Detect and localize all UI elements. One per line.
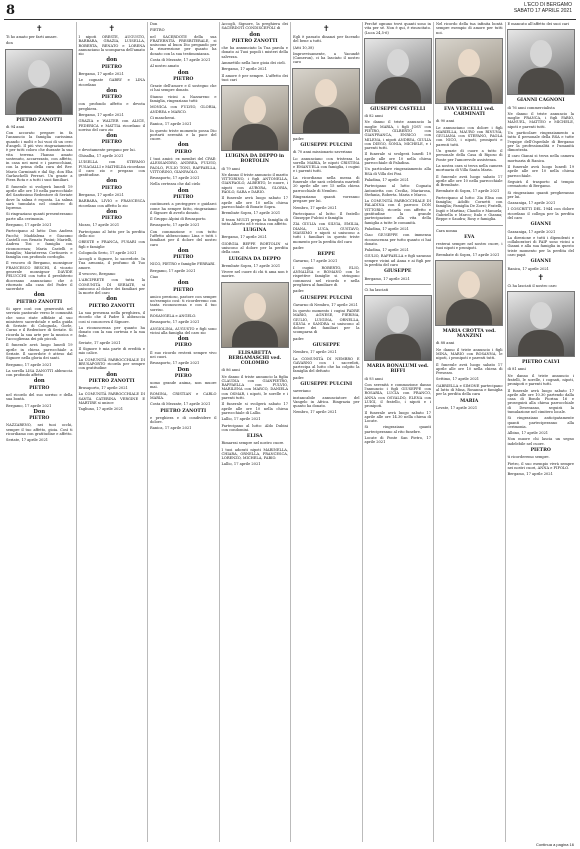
title-label: don — [33, 378, 45, 385]
title-label: don — [106, 296, 118, 303]
cross-icon: ✝ — [35, 24, 43, 33]
notice-text: di 93 anni — [364, 376, 383, 381]
title-label: don — [177, 187, 189, 194]
deceased-name: GIUSEPPE — [384, 269, 412, 275]
notice-text: Si apre così con generosità nel servizio pastorale verso le comunità che sono state affidate al suo ministero sacerdotale e nella guida di Seriate: di Colognola, Gorle, Curno e il Redentore di Seriate. Si ricorda la sua arte per la musica e l'accoglienza dei più piccoli. — [6, 306, 73, 342]
notice-text: La COMUNITÀ PARROCCHIALE DI BRUSAPORTO ricorda per sempre con gratitudine — [78, 357, 145, 371]
portrait-face — [530, 40, 552, 67]
column-6 — [362, 22, 434, 842]
notice-text: di 94 anni — [6, 124, 25, 129]
notice-text: Lallio, 17 aprile 2021 — [221, 462, 261, 467]
notice-text: Improvvisamente, a Yaoundé (Camerun), ci ha lasciato il nostro caro — [293, 51, 360, 65]
notice-text: Perché ognuno trovi quanti sono in vita per sé. Non è qui, è risuscitato. (Luca 24,5-6) — [364, 22, 431, 35]
notice-text: GIORGIA BEPPE BORTOLIN si uniscono al dolore per la perdita della cara — [221, 241, 288, 255]
notice-text: di 86 anni — [221, 368, 240, 373]
deceased-name: PIETRO — [101, 216, 122, 222]
notice-text: Il funerale si svolgerà lunedì 19 aprile alle ore 10 nella parrocchiale del Santissimo Redentore di Seriate dove la salma è esposta. La salma sarà tumulata nel cimitero di Ispremo. — [6, 184, 73, 211]
deceased-name: PIETRO — [530, 448, 551, 454]
notice-text: ti ricorderemo sempre. — [507, 455, 550, 460]
deceased-name: LUIGINA DA DEPPO — [228, 256, 281, 262]
cross-icon: ✝ — [108, 24, 116, 33]
title-label: don — [106, 371, 118, 378]
deceased-name: GIUSEPPE — [312, 343, 340, 349]
deceased-name: PIETRO — [173, 195, 194, 201]
deceased-name: PIETRO — [29, 416, 50, 422]
continuation-note: Continua a pagina 16 — [535, 842, 574, 847]
notice-text: che ha annunciato la Tua parola e donato ai Tuoi popoli i misteri della salvezza. — [221, 46, 288, 59]
notice-text: Ringraziamo quanti vorranno pregare per lui. — [293, 194, 360, 204]
notice-text: Locate di Ponte San Pietro, 17 aprile 2021 — [364, 436, 431, 445]
portrait-body — [232, 124, 278, 150]
notice-text: ROMINA, CRISTIAN e CARLO MARIA. — [150, 391, 217, 400]
column-8 — [505, 22, 577, 842]
notice-text: Un particolare ringraziamento a tutto il personale della RSA e tutte l'equipe dell'Ospedale di Bergamo per la professionalità e l'umanità dimostrata. — [507, 130, 574, 153]
notice-text: Partecipano al lutto: Zia Elisa con famiglia; Adolfo Cornetti con famiglia; Famiglia De Zorzi; Fratelli, Ingiò e Martina; Claudio e Manuela; Gabriella e Marco; Italo e Gianna; Beppe e Saudra; Rosy e famiglia. — [436, 195, 503, 222]
notice-text: I tuoi adorati nipoti MARINELLA, CHIARA, ORNELLA, FRANCESCA, LORENZO, MICHELA, FABIO. — [221, 447, 288, 461]
notice-text: LUISELLA con STEFANO FUSAGALLI e MATHILDA ricordano il caro zio e pregano con gratitudine. — [78, 160, 145, 178]
title-label: don — [177, 280, 189, 287]
notice-text: padre — [293, 289, 304, 294]
portrait-face — [530, 302, 552, 329]
deceased-name: GIANNI CAGNONI — [517, 98, 565, 104]
notice-text: padre — [293, 336, 304, 341]
notice-text: Il team MULTI prega la famiglia di tutta Alberto ed è vicina con affetto. — [221, 217, 288, 226]
notice-text: di 76 anni commercialista — [507, 105, 555, 110]
notice-text: Non muore chi lascia un segno indelebile nel cuore. — [507, 437, 574, 446]
column-7 — [433, 22, 505, 842]
issue-date: SABATO 17 APRILE 2021 — [513, 8, 572, 14]
notice-text: Brusaporto, 17 aprile 2021 — [150, 320, 200, 325]
notice-text: PIETRO — [150, 28, 165, 33]
column-2 — [76, 22, 148, 842]
notice-text: Paladina, 17 aprile 2021 — [364, 226, 409, 231]
notice-text: Settimo, 17 aprile 2021 — [436, 377, 480, 382]
notice-text: Levate, 17 aprile 2021 — [436, 405, 478, 410]
notice-text: Brusaporto, 17 aprile 2021 — [150, 223, 200, 228]
title-label: Don — [33, 408, 46, 415]
portrait-face — [387, 306, 409, 333]
notice-text: Gazzaniga, 17 aprile 2021 — [507, 201, 556, 206]
notice-text: Gavarno, 17 aprile 2021 — [293, 259, 338, 264]
notice-text: Rimarrai sempre nel nostro cuore. — [221, 441, 285, 446]
notice-text: Con accorato pregare in fa l'annuncio la famiglia carissima quando i molti e lui vuoi di un cero d'angeli. Il più vivo ringraziamento è per tutti coloro che durante la sua vita terrena l'hanno amato sostenuto, accarezzato, con affetto, in casa nei mesi e i parrocchiani, con la prima della cura del Rev. Mario Carminati e dal Sig. don Elia Garlaschelli Ferrari. Un grazie a Piera Rota e a tutti i suoi familiari. — [6, 131, 73, 183]
notice-text: Il funerale si svolgerà sabato 17 aprile alle ore 10 nella chiesa parrocchiale di Lallio. — [221, 402, 288, 415]
notice-text: e devotamente pregano per lui. — [78, 147, 136, 152]
deceased-name: GIANNI — [530, 259, 551, 265]
notice-text: Brusaporto, 17 aprile 2021 — [78, 386, 128, 391]
masthead — [514, 2, 572, 14]
notice-text: Albino, 17 aprile 2021 — [507, 431, 549, 436]
portrait-photo — [5, 49, 73, 115]
notice-text: padre — [293, 245, 304, 250]
notice-text: Il suo ricordo resterà sempre vivo nei cuori. — [150, 350, 217, 359]
notice-text: Si ringraziano quanti parteciperanno al rito funebre. — [364, 425, 431, 434]
notice-text: Bergamo, 17 aprile 2021 — [6, 362, 52, 367]
portrait-body — [232, 321, 278, 347]
deceased-name: PIETRO ZANOTTI — [160, 408, 207, 414]
notice-text: Le annunciano con dolore i figli MARIELLA, MAURO con RINUNA, GIULIANA con STEFANO, PAOLA con NICO, i nipoti, pronipoti e parenti tutti. — [436, 125, 503, 147]
notice-text: Ranica, 17 aprile 2021 — [150, 122, 192, 127]
portrait-photo — [364, 38, 432, 104]
notice-text: La direzione e tutti i dipendenti e collaboratori di FAIP sono vicini a Gianni e alla sua famiglia in questo triste momento per la perdita del caro papà — [507, 235, 574, 258]
notice-text: Nel ricordo della tua infinita bontà sempre esempio di amore per tutti noi. — [436, 22, 503, 35]
notice-text: Nella certezza che dal cielo — [150, 182, 201, 187]
notice-text: Brusaporto, 17 aprile 2021 — [150, 361, 200, 366]
title-label: don — [106, 57, 118, 64]
notice-text: Stanno vicini a Nazzareno e famiglia, ringraziano tutti: — [150, 94, 217, 104]
portrait-photo — [435, 38, 503, 104]
column-1 — [4, 22, 75, 842]
notice-divider — [365, 284, 432, 285]
notice-text: La sua presenza nella preghiera, il ricordo che il Padre li abbraccia cosi si conosceva il Signore. — [78, 310, 145, 324]
notice-text: Ne danno il triste annuncio la moglie FRANCA, i figli FABIO, MANUEL, MATTEO e MICHELE, nipoti e parenti tutti. — [507, 111, 574, 129]
notice-text: Il funerale avrà luogo lunedì 19 aprile in chiesa parrocchiale a Seriate. Il sacerdote è atteso dal Signore nella gloria dei santi. — [6, 343, 73, 361]
notice-text: Con serenità e commozione danno l'annuncio i figli GIUSEPPE con ROSARIA, LUCIA con FRANCO, ANNA con OSVALDO, ELENA con LUIGI, il fratello, i nipoti e i pronipoti. — [364, 382, 431, 409]
notice-text: Bergamo, 17 aprile 2021 — [221, 67, 267, 72]
notice-text: I COSCRITTI DEL 1944 con dolore ricordano il collega per la perdita del caro — [507, 207, 574, 221]
notice-text: Il caro Gianni si trova nella camera mortuaria di Ranica. — [507, 154, 574, 163]
notice-text: Vivere nel cuore di chi ti ama non è morire. — [221, 270, 288, 279]
notice-text: Accogli o Signore, lo sacerdote. In Tua armonia, il profumo di Tuo amore. — [78, 257, 145, 270]
portrait-photo — [221, 282, 289, 348]
portrait-body — [518, 330, 564, 356]
notice-text: I tuoi amici: ex membri del CPAE: ALESSANDRO, ANDREA, FULVIO, PAOLO, PULIO TONI, RAFFAELLA, VITTORINO, GIANPAOLO. — [150, 156, 217, 174]
deceased-name: ELISA — [246, 434, 263, 440]
deceased-name: GIUSEPPE PULCINI — [300, 143, 353, 149]
deceased-name: PIETRO ZANOTTI — [16, 299, 63, 305]
notice-text: Brembate Sopra, 17 aprile 2021 — [221, 211, 281, 216]
portrait-body — [446, 77, 492, 103]
notice-text: Partecipano al lutto: Il fratello Giuseppe Pulcini e famiglia — [293, 211, 360, 221]
notice-text: padre — [293, 375, 304, 380]
notice-text: di 70 anni missionario saveriano — [293, 150, 353, 155]
deceased-name: MARIA CROTTA ved. MANZINI — [442, 328, 496, 340]
portrait-photo — [364, 295, 432, 361]
portrait-photo — [507, 291, 575, 357]
notice-text: Si ringraziano quanti pregheranno per lui. — [507, 190, 574, 199]
portrait-photo — [292, 68, 360, 134]
notice-text: Al nostro amato — [150, 64, 179, 69]
portrait-body — [518, 68, 564, 94]
deceased-name: GIUSEPPE PULCINI — [300, 382, 353, 388]
notice-text: Il funerale avrà luogo sabato 17 aprile alle ore 10 nella parrocchiale di Brembate. — [436, 174, 503, 188]
notice-text: Seriate, 17 aprile 2021 — [6, 438, 49, 443]
notice-text: Costa di Mezzate, 17 aprile 2021 — [150, 58, 211, 63]
notice-text: Ci ha lasciati — [364, 287, 389, 292]
notice-text: La sorella LISA ZANOTTI abbraccia con profondo affetto — [6, 368, 73, 378]
title-label: don — [106, 208, 118, 215]
notice-text: Partecipano al lutto per la perdita dello zio: — [78, 229, 145, 238]
title-label: don — [177, 142, 189, 149]
notice-text: I cugini ROBERTO, ELIO, ANNALISA e ROMANO con le rispettive famiglie si stringono commossi nel ricordo e nella preghiera al familiare di — [293, 265, 360, 287]
title-label: don — [33, 292, 45, 299]
notice-text: Partecipano al lutto: Don Andrea Pacchi; Maddalena e Giacomo Castelli con Renato Pasini; Marielli, Andrea Tisi e famiglia con riconoscenza; Maria Castelli e famiglia; Mariateresa Cortinovis e famiglia con profondo cordoglio. — [6, 229, 73, 260]
notice-text: di 81 anni — [507, 367, 526, 372]
notice-text: nel SACERDOTE della sua FRATERNITÀ PRESBITERALE, si uniscono al buon Dio pregando per la risurrezione per quanto ha donato con la sua testimonianza. — [150, 34, 217, 56]
notice-text: Il vescovo di Bergamo, monsignor FRANCESCO BESCHI, il vicario generale monsignor DAVIDE PELUCCHI con tutto il presbiterio diocesano annunciano che è ritornato alla casa del Padre il sacerdote — [6, 261, 73, 292]
title-label: don — [249, 31, 261, 38]
deceased-name: GIUSEPPE CASTELLI — [370, 106, 426, 112]
deceased-name: PIETRO — [29, 385, 50, 391]
notice-text: ORESTE e FRANCA, FUSARI con figli e famiglie — [78, 240, 145, 249]
notice-text: resterai sempre nel nostro cuore, i tuoi nipoti e pronipoti. — [436, 242, 503, 251]
notice-text: padre — [293, 136, 304, 141]
notice-text: Ammettilo nella luce gioia dei cieli. — [221, 60, 286, 65]
notice-text: instancabile annunciatore del Vangelo in Africa. Ringrazia per quanto ha donato. — [293, 395, 360, 409]
notice-text: Egli è passato dinanzi per facendo del bene a tutti. — [293, 35, 360, 44]
notice-text: Il vescovo, Bergamo — [78, 272, 116, 276]
notice-text: Nembro, 17 aprile 2021 — [293, 205, 337, 210]
notice-text: Lallio, 17 aprile 2021 — [221, 417, 261, 422]
notice-text: Si ringraziano anticipatamente quanti parteciperanno alla cerimonia. — [507, 416, 574, 429]
title-label: don — [106, 87, 118, 94]
column-3 — [147, 22, 219, 842]
deceased-name: PIETRO — [101, 140, 122, 146]
notice-text: Il funerale avrà luogo lunedì 19 aprile alle ore 10 nella chiesa parrocchiale. — [507, 165, 574, 178]
notice-text: Le cognate GABRY e LINA ricordano — [78, 78, 145, 87]
notice-text: Accogli, Signore, la preghiera dei SACERDOTI CONDISCEPOLI di — [221, 22, 288, 31]
deceased-name: PIETRO — [173, 255, 194, 261]
notice-text: Seguirà il trasporto al tempio crematorio di Bergamo. — [507, 179, 574, 189]
portrait-photo — [435, 260, 503, 326]
portrait-body — [375, 334, 421, 360]
notice-text: Bergamo, 17 aprile 2021 — [78, 112, 124, 117]
notice-text: In questo momento i cugini PADRE MARIO, AGNESE, PIERINA, GIULIO, LUIGINA, ORNELLA, SILVIA e SANDRA si uniscono al dolore dei familiari per la scomparsa di — [293, 309, 360, 335]
notice-text: Gavarno di Nembro, 17 aprile 2021 — [293, 302, 358, 307]
notice-text: GIULIO, RAFFAELLA e figli saranno sempre vicini ad Anna e ai figli per la perdita del caro — [364, 254, 431, 267]
portrait-photo — [221, 85, 289, 151]
notice-text: Bergamo, 17 aprile 2021 — [221, 235, 267, 240]
notice-text: La nostra cara si trova nella camera mortuaria di Villa Santa Maria. — [436, 163, 503, 173]
notice-text: Lo annunciano con tristezza la sorella MARIA, le nipoti CRISTINA e EMANUELA con famiglia, i cugini e i parenti tutti. — [293, 156, 360, 174]
notice-text: La COMUNITÀ PARROCCHIALE DI SANTA CATERINA VERGINE E MARTIRE si unisce — [78, 392, 145, 405]
notice-text: Ciao — [150, 274, 159, 279]
deceased-name: ELISABETTA BERGAMASCHI ved. COLOMBO — [228, 350, 282, 367]
notice-text: NICO, PIETRO e famiglie FERRARI. — [150, 262, 216, 267]
portrait-body — [16, 88, 62, 114]
notice-text: Bergamo, 17 aprile 2021 — [364, 276, 410, 281]
title-label: don — [177, 247, 189, 254]
notice-text: e preghiera e di condividere il dolore. — [150, 415, 217, 425]
notice-text: ROSANGELA e ANGELO. — [150, 313, 197, 318]
notice-text: Ti ho amato per farti amare. — [6, 35, 58, 39]
deceased-name: PIETRO CALVI — [521, 360, 560, 366]
notice-text: don — [6, 41, 13, 46]
notice-text: Partecipano al lutto: Aldo Dubini con condomini. — [221, 423, 288, 432]
notice-text: Ne danno il triste annuncio la figlia CLAUDIA con GIANPIETRO, RAFFAELLA con FULVIO, MARILENA con MARCO, DANIELA con OSMAR, i nipoti, le sorelle e i parenti tutti. — [221, 374, 288, 401]
deceased-name: PIETRO ZANOTTI — [231, 38, 278, 44]
deceased-name: EVA — [464, 234, 475, 240]
notice-text: Bergamo, 17 aprile 2021 — [6, 403, 52, 408]
notice-text: Il funerale avrà luogo sabato 17 aprile alle ore 10 nella chiesa parrocchiale di Bonate Sopra. — [221, 196, 288, 209]
notice-text: Partecipano al lutto: Cognata Antonietta con Cecilia, Mariarosa, Stefania, Roberta. Maria e Marco. — [364, 184, 431, 197]
notice-text: Gazzaniga, 17 aprile 2021 — [507, 229, 556, 234]
notice-text: GABRIELLA e SIMONE partecipano al lutto di Mina, Rosanna e famiglia per la perdita della cara — [436, 383, 503, 397]
notice-text: Bergamo, 17 aprile 2021 — [78, 71, 124, 76]
deceased-name: PIETRO — [101, 95, 122, 101]
notice-text: Bergamo, 17 aprile 2021 — [507, 472, 553, 477]
cross-icon: ✝ — [537, 272, 545, 282]
notice-text: Brembate di Sopra, 17 aprile 2021 — [436, 189, 500, 194]
notice-text: Un grazie di cuore a tutto il personale della Casa di Riposo di Ponte per l'amorevole assistenza. — [436, 149, 503, 162]
portrait-body — [446, 299, 492, 325]
notice-text: I nipoti ORESTE, AUGUSTO, BARBARA, GRAZIA, LUISELLA, ROBERTA, RENATO e LORENA annunciano la scomparsa dell'amato zio — [78, 35, 145, 57]
notice-text: Ne danno il triste annuncio la moglie MARIA, i figli JOSY con PIETRO, GILBERTO con GIANFRANCA, ENRICO con MILENA, i nipoti ANDREA, GIULIA con DIEGO, SONIA, MICHELE, e i parenti tutti. — [364, 120, 431, 151]
notice-text: Paladina, 17 aprile 2021 — [364, 177, 409, 182]
deceased-name: LUIGINA DA DEPPO in BORTOLIN — [225, 154, 285, 165]
page-header — [0, 0, 580, 22]
notice-divider — [436, 225, 503, 226]
deceased-name: PIETRO — [173, 76, 194, 82]
newspaper-name: L'ECO DI BERGAMO — [524, 2, 572, 8]
notice-text: Ranica, 17 aprile 2021 — [150, 426, 192, 431]
notice-text: Mozzo, 17 aprile 2021 — [78, 223, 120, 228]
notice-text: Bergamo, 17 aprile 2021 — [78, 192, 124, 197]
deceased-name: MARIA BONALUMI ved. BIFFI — [366, 364, 429, 375]
notice-text: Ghisalba, 17 aprile 2021 — [78, 153, 124, 158]
deceased-name: BEPPE — [317, 252, 336, 258]
notice-text: Brusaporto, 17 aprile 2021 — [150, 176, 200, 181]
portrait-face — [28, 60, 50, 87]
notice-text: saveriano — [293, 389, 311, 394]
notice-text: continuerà a proteggere e guidarci come ha sempre fatto, ringraziamo il Signore di averlo donato. — [150, 202, 217, 215]
portrait-face — [244, 96, 266, 123]
title-label: don — [106, 133, 118, 140]
notice-text: Ne danno il triste annuncio i fratelli, le sorelle, i cognati, nipoti, pronipoti e parenti tutti. — [507, 373, 574, 387]
notice-text: La ricordiamo nella messa di funerale che sarà celebrata martedì 20 aprile alle ore 15 nella chiesa parrocchiale di Nembro. — [293, 175, 360, 193]
notice-text: Il funerale si svolgerà lunedì 19 aprile alle ore 10 nella chiesa parrocchiale di Paladina. — [364, 152, 431, 166]
deceased-name: PIETRO ZANOTTI — [88, 378, 135, 384]
title-label: Don — [177, 366, 190, 373]
notice-text: Nembro, 17 aprile 2021 — [293, 410, 337, 415]
deceased-name: MARIA — [460, 398, 479, 404]
notice-text: Il funerale avrà luogo sabato 17 aprile alle ore 10.30 partendo dalla casa di Bondo Fiorina 16 e proseguirà alla chiesa parrocchiale di Desenzano, seguirà la tumulazione nel cimitero locale. — [507, 388, 574, 414]
notice-text: Brembate Sopra, 17 aprile 2021 — [221, 263, 281, 268]
notice-text: di 90 anni — [436, 119, 455, 124]
notice-text: uomo grande anima, non muore mai. — [150, 381, 217, 390]
notice-text: Il Gruppo Alpini di Brusaporto. — [150, 217, 207, 222]
notice-text: Bergamo, 17 aprile 2021 — [150, 268, 196, 273]
notice-text: Bergamo, 17 aprile 2021 — [6, 223, 52, 228]
deceased-name: PIETRO ZANOTTI — [88, 303, 135, 309]
notice-text: È mancato all'affetto dei suoi cari — [507, 22, 569, 26]
portrait-face — [458, 49, 480, 76]
notice-text: nel ricordo del suo sorriso e della sua bontà. — [6, 392, 73, 402]
notice-text: Ranica, 17 aprile 2021 — [507, 266, 549, 271]
notice-text: Con commozione e con tutto l'affetto abbracciamo Lina e tutti i familiari per il dolore del nostro caro — [150, 229, 217, 247]
deceased-name: PIERO — [174, 149, 192, 155]
portrait-face — [387, 49, 409, 76]
notice-text: di 82 anni — [364, 114, 383, 119]
header-rule — [4, 19, 576, 20]
deceased-name: PIETRO ZANOTTI — [16, 117, 63, 123]
notice-text: Il amore è per sempre. L'affetto dei tuoi cari — [221, 73, 288, 82]
notice-text: Grazie dell'amore e il sostegno che ci hai sempre donato. — [150, 84, 217, 93]
notice-text: MONICA con FULVIO, GLORIA, ANDREA e MARCO. — [150, 105, 217, 114]
notice-text: amico prezioso, pastore con sempre un'esempio così: ti ricorderemo con tanta riconoscenza e con il tuo sorriso. — [150, 294, 217, 312]
notice-text: Costa di Mezzate, 17 aprile 2021 — [150, 402, 211, 407]
notice-text: BARBARA, LIVIO e FRANCESCA ricordano con affetto lo zio — [78, 199, 145, 208]
deceased-name: PIETRO — [101, 64, 122, 70]
notice-text: Tagliuno, 17 aprile 2021 — [78, 407, 124, 412]
notice-text: Ci ha lasciati il nostro caro — [507, 283, 557, 288]
cross-icon: ✝ — [322, 24, 330, 33]
notice-text: Un particolare ringraziamento alla RSA di Villa dei Pini. — [364, 167, 431, 176]
portrait-photo — [507, 29, 575, 95]
notice-text: GRAZIA e WALTER con ALICE, FEDERICA e MATTIA ricordano il sorriso del caro zio — [78, 119, 145, 132]
notice-text: Don — [150, 22, 158, 26]
notice-text: Ci mancherai. — [150, 115, 176, 120]
title-label: don — [106, 178, 118, 185]
portrait-body — [303, 107, 349, 133]
deceased-name: GIANNI — [530, 222, 551, 228]
notice-text: Ne danno il triste annuncio il marito VITTORINO, i figli ANTONELLA, GIANPAOLO, ALBERTO, le nuore, i nipoti con AURORA, GLORIA, PAOLO, SARA e DARIO. — [221, 172, 288, 195]
portrait-face — [458, 271, 480, 298]
column-4 — [219, 22, 291, 842]
deceased-name: PIETRO — [101, 185, 122, 191]
notice-text: In questo triste momento possa Dio portarti serenità e la pace del cuore. — [150, 128, 217, 142]
notice-text: Il funerale avrà luogo sabato 17 aprile alle ore 14.30 nella chiesa di Locate. — [364, 410, 431, 424]
deceased-name: PIERO — [174, 343, 192, 349]
deceased-name: GIUSEPPE PULCINI — [300, 295, 353, 301]
notice-text: Paladina, 17 aprile 2021 — [364, 248, 409, 253]
notice-text: La COMUNITÀ DI NEMBRO E GAVARNO con i sacerdoti, partecipa al lutto che ha colpito la famiglia del defunto — [293, 356, 360, 374]
notice-text: Cara nonna — [436, 228, 458, 233]
notice-text: di 88 anni — [436, 341, 455, 346]
notice-text: Il Signore è mia parte di eredità e mio calice. — [78, 347, 145, 356]
notice-text: Ne danno il triste annuncio i figli MINA, MARIO con ROSANNA, le nipoti, i pronipoti e parenti tutti. — [436, 347, 503, 361]
deceased-name: EVA VERCELLI ved. CARMINATI — [443, 106, 495, 118]
title-label: don — [177, 69, 189, 76]
notice-text: NAZZARENO, nei tuoi occhi, sempre il tuo affetto, gioia. Così ti ricordiamo con gratitudine e affetto. — [6, 423, 73, 436]
notice-text: L'ARCIPRETE con tutta la COMUNITÀ DI SERIATE, si uniscono al dolore dei familiari per la morte del caro — [78, 278, 145, 296]
deceased-name: PIERO — [174, 373, 192, 379]
notice-text: ZIA GIULIA con SILVIA, EMILIA, DIANA, LUCA, GUSTAVO, MASSIMO e nipoti si uniscono a tutti i familiari in questo triste momento per la perdita del caro — [293, 222, 360, 244]
column-5 — [290, 22, 362, 842]
notice-text: La riconoscenza per quanto ha donato con la sua cortesia e la sua fede. — [78, 325, 145, 339]
notice-text: di 79 anni — [221, 166, 240, 171]
notice-text: Pietro, il suo esempio vivrà sempre nei nostri cuori, ANNA e FIFOLO. — [507, 461, 574, 470]
notice-text: ANGIOLINA, AUGUSTO e figli sono vicini alla famiglia del caro zio — [150, 326, 217, 335]
notice-text: Seriate, 17 aprile 2021 — [78, 340, 121, 345]
title-label: don — [177, 336, 189, 343]
notice-text: Ciao GIUSEPPE con immensa riconoscenza per tutto quanto ci hai donato. — [364, 233, 431, 246]
notice-text: (Atti 10,38) — [293, 45, 314, 50]
deceased-name: PIETRO — [173, 287, 194, 293]
notice-text: La COMUNITÀ PARROCCHIALE DI PALADINA con il parroco DON VITTORIO, ricorda con affetto e gratitudine la grande partecipazione alla vita della famiglia a tutte le comunità. — [364, 199, 431, 225]
notice-text: Nembro, 17 aprile 2021 — [293, 350, 337, 355]
page-number: 8 — [6, 3, 16, 18]
notice-text: Si ringraziano quanti presenteranno parte alla cerimonia. — [6, 212, 73, 221]
portrait-body — [375, 77, 421, 103]
portrait-face — [315, 79, 337, 106]
notice-text: Brembate di Sopra, 17 aprile 2021 — [436, 252, 500, 257]
notice-text: Colognola Serio, 17 aprile 2021 — [78, 250, 137, 255]
portrait-face — [244, 293, 266, 320]
notice-text: Il funerale avrà luogo sabato 17 aprile alle ore 10 nella chiesa di Presezzo. — [436, 362, 503, 376]
notice-text: con profondo affetto e devota preghiera. — [78, 102, 145, 111]
deceased-name: LUIGINA — [243, 228, 267, 234]
